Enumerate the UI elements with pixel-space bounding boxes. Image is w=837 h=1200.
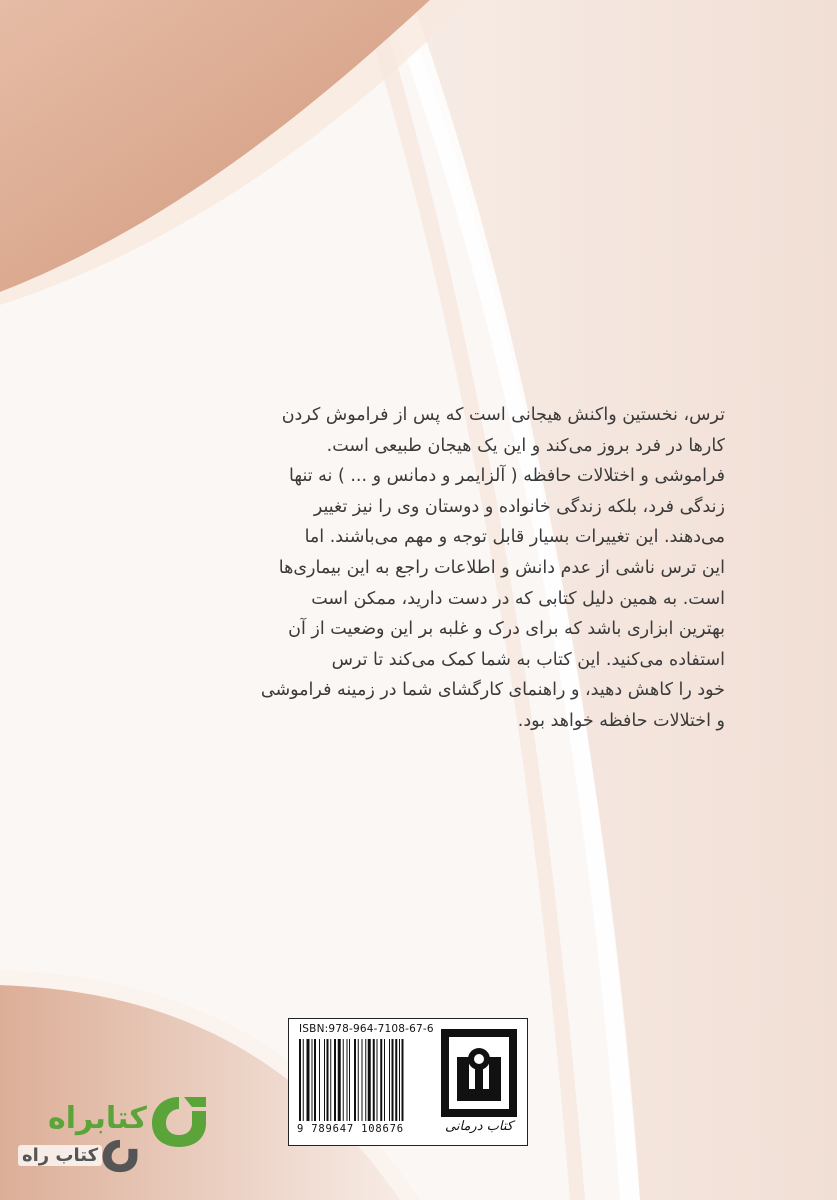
blurb-line: و اختلالات حافظه خواهد بود.	[517, 710, 725, 731]
watermark-brand-text: کتابراه	[48, 1101, 147, 1136]
kettabrah-watermark	[18, 1085, 218, 1185]
blurb-line: است. به همین دلیل کتابی که در دست دارید، ممکن است	[311, 588, 725, 609]
blurb-line: خود را کاهش دهید، و راهنمای کارگشای شما در زمینه فراموشی	[260, 680, 725, 701]
isbn-barcode-panel	[288, 1018, 528, 1146]
blurb-line: زندگی فرد، بلکه زندگی خانواده و دوستان وی را نیز تغییر	[313, 496, 725, 517]
barcode-icon	[297, 1039, 434, 1123]
blurb-line: می‌دهند. این تغییرات بسیار قابل توجه و مهم می‌باشند. اما	[304, 527, 725, 548]
blurb-line: استفاده می‌کنید. این کتاب به شما کمک می‌کند تا ترس	[331, 649, 725, 670]
back-cover-blurb	[120, 400, 725, 737]
blurb-line: بهترین ابزاری باشد که برای درک و غلبه بر این وضعیت از آن	[288, 619, 725, 640]
blurb-line: کارها در فرد بروز می‌کند و این یک هیجان طبیعی است.	[326, 435, 725, 456]
blurb-line: ترس، نخستین واکنش هیجانی است که پس از فراموش کردن	[281, 405, 725, 425]
publisher-name: کتاب درمانی	[445, 1119, 513, 1134]
blurb-line: این ترس ناشی از عدم دانش و اطلاعات راجع به این بیماری‌ها	[278, 557, 725, 578]
publisher-logo-icon	[439, 1027, 519, 1119]
watermark-brand-text-small: کتاب راه	[18, 1145, 102, 1166]
isbn-label: ISBN:978-964-7108-67-6	[299, 1023, 434, 1035]
barcode-digits: 9 789647 108676	[297, 1123, 404, 1135]
kettabrah-logo-icon	[148, 1093, 210, 1151]
blurb-line: فراموشی و اختلالات حافظه ( آلزایمر و دمانس و ... ) نه تنها	[289, 466, 725, 487]
kettabrah-logo-small-icon	[100, 1137, 140, 1175]
